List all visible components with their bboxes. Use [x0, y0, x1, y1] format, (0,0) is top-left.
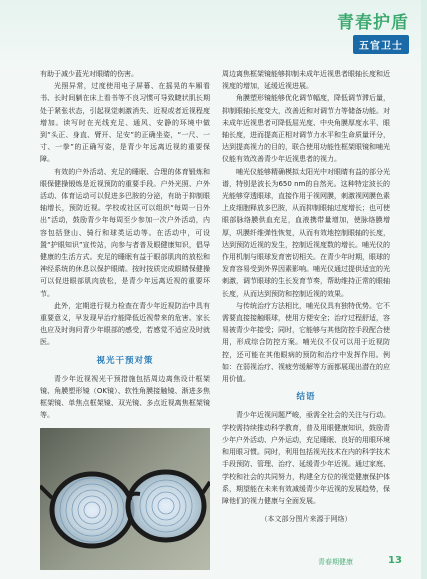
- paragraph: 哺光仪能够精确模拟太阳光中对眼睛有益的部分光谱，特别是波长为650 nm的自然光。这种特定波长的光能够穿透眼球，直接作用于视网膜，刺激视网膜色素上皮细胞释放多巴胺，从而抑制眼轴过度增长；也可使眼部脉络膜供血充足，血液携带量增加，使脉络膜增厚，巩膜纤维弹性恢复，从而有效地控制眼轴的长度，达到预防近视的发生，控制近视度数的增长。哺光仪的作用机制与眼球发育密切相关。在青少年时期，眼球的发育容易受到外界因素影响。哺光仪通过提供适宜的光刺激，调节眼球的生长发育节奏，帮助维持正常的眼轴长度，从而达到预防和控制近视的效果。: [222, 167, 390, 298]
- image-source-note: （本文部分图片来源于网络）: [260, 515, 352, 524]
- paragraph: 角膜塑形镜能够优化调节幅度，降低调节滞后量，抑制眼轴长度变大，改善近和对调节力等储备功能。对未成年近视患者可降低屈光度、中央角膜厚度水平、眼轴长度，进而提高正相对调节力水平和生命质量评分，达到提高视力的目的，联合使用功能性框架眼镜和哺光仪能有效改善青少年近视患者的视力。: [222, 94, 390, 164]
- section-title-conclusion: 结语: [296, 392, 316, 403]
- brand-header: [337, 8, 409, 54]
- paragraph: 此外，定期进行视力检查在青少年近视防治中具有重要意义，早发现早治疗能降低近视带来的危害。家长也应及时询问青少年眼部的感受，若感觉不适应及时就医。: [40, 301, 210, 347]
- brand-title: 青春护盾: [337, 13, 409, 33]
- brand-subtitle: 五官卫士: [353, 35, 409, 54]
- paragraph: 有助于减少蓝光对眼睛的伤害。: [40, 70, 138, 78]
- page-number: 13: [388, 555, 402, 566]
- glasses-photo: [40, 428, 210, 570]
- paragraph: 青少年近视问题严峻，亟需全社会的关注与行动。学校需持续推动科学教育，普及用眼健康知识，鼓励青少年户外活动、户外运动，充足睡眠、良好的用眼环境和用眼习惯。同时，利用包括视光技术在内的科学技术手段预防、管理、治疗、延缓青少年近视。通过家庭、学校和社会的共同努力，构建全方位的视觉健康保护体系，期望能在未来有效减缓青少年近视的发展趋势，保障他们的视力健康与全面发展。: [222, 411, 390, 505]
- glasses-icon: [40, 428, 210, 570]
- paragraph: 有效的户外活动、充足的睡眠、合理的体育锻炼和眼保健操锻炼是近视预防的重要手段。户外光照、户外活动、体育运动可以促进多巴胺的分泌，有助于抑制眼轴增长，预防近视。学校或社区可以组织“每周一日外出”活动，鼓励青少年每周至少参加一次户外活动，内容包括登山、骑行和球类运动等。在活动中，可设置“护眼知识”宣传站，向参与者普及眼健康知识，倡导健康的生活方式。充足的睡眠有益于眼部肌肉的放松和神经系统的休息以保护眼睛。按时按质完成眼睛保健操可以促进眼部肌肉放松，是青少年远离近视的重要环节。: [40, 167, 210, 298]
- paragraph: 青少年近视视光干预措施包括周边离焦设计框架镜、角膜塑形镜（OK镜）、软性角膜接触镜、渐进多焦框架镜、单焦点框架镜、双光镜、多点近视离焦框架镜等。: [40, 374, 210, 420]
- paragraph: 与传统治疗方法相比，哺光仪具有独特优势。它不需要直接接触眼球，使用方便安全；治疗过程舒适，容易被青少年接受；同时，它能够与其他防控手段配合使用，形成综合防控方案。哺光仪不仅可以用于近视防控，还可能在其他眼病的预防和治疗中发挥作用。例如：在弱视治疗、视疲劳缓解等方面都展现出潜在的应用价值。: [222, 301, 390, 384]
- section-title-intervention: 视光干预对策: [96, 355, 154, 366]
- left-column: [40, 68, 210, 570]
- paragraph: 光照异常，过度使用电子屏幕、在摇晃的车厢看书、长时间躺在床上看书等不良习惯可导致睫状肌长期处于紧张状态，引起视觉刺激消失、近视或者近视程度增加。读写时在光线充足、通风、安静的环境中做到“头正、身直、臂开、足安”的正确坐姿，“一尺、一寸、一拳”的正确写姿，是青少年远离近视的重要保障。: [40, 82, 210, 164]
- page-footer: [318, 555, 408, 569]
- paragraph: 周边离焦框架镜能够抑制未成年近视患者眼轴长度和近视度的增加，延缓近视进展。: [222, 70, 390, 91]
- edge-stripe: [421, 0, 427, 579]
- magazine-name: 青春期健康: [318, 558, 353, 566]
- right-column: [222, 68, 390, 525]
